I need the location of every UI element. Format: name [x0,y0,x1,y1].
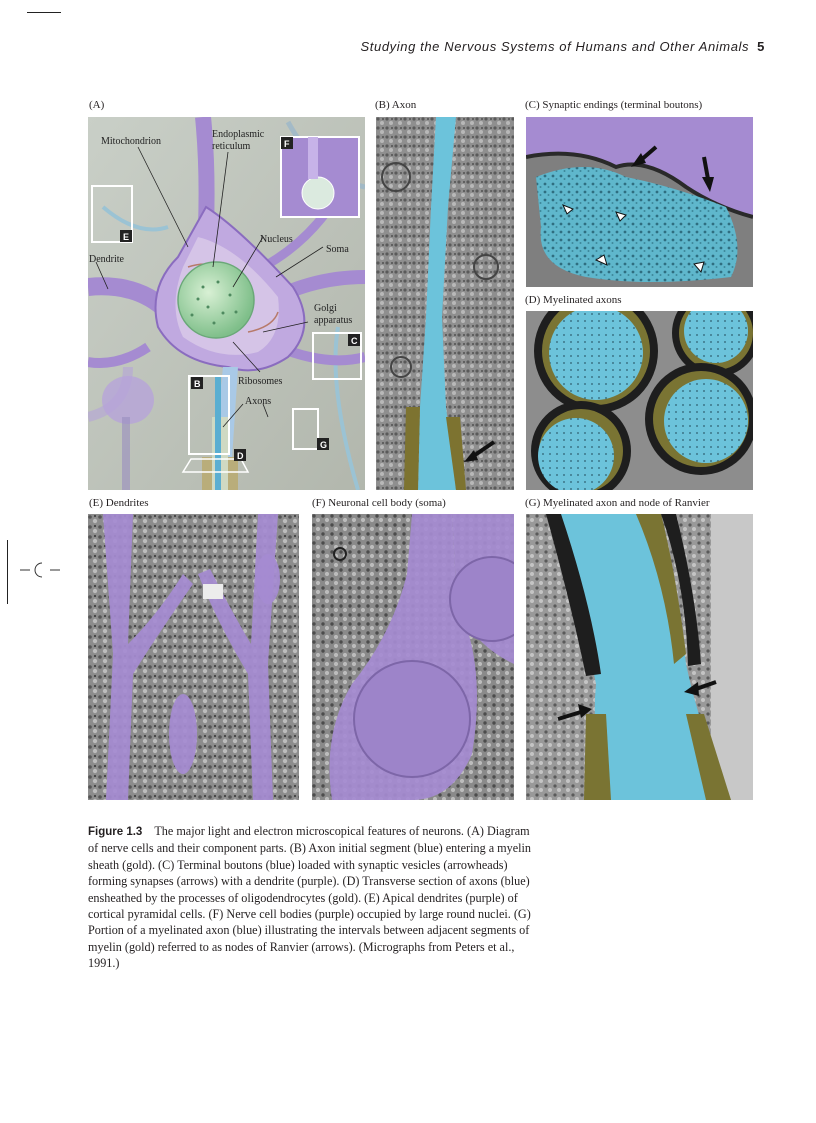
panel-c-synaptic-micrograph [526,117,753,287]
panel-f-soma-micrograph [312,514,514,800]
box-letter-e: E [123,232,130,242]
box-letter-f: F [284,139,290,149]
figure-label: Figure 1.3 [88,826,143,838]
crop-mark-top [27,12,61,13]
panel-b-label: (B) Axon [375,99,417,111]
panel-d-label: (D) Myelinated axons [525,294,622,306]
panel-e-dendrites-micrograph [88,514,299,800]
box-letter-b: B [194,379,201,389]
panel-c-label: (C) Synaptic endings (terminal boutons) [525,99,703,111]
callout-ribosomes: Ribosomes [238,376,283,387]
caption-text: The major light and electron microscopical features of neurons. (A) Diagram of nerve cells and their component parts. (B) Axon initial segment (blue) entering a myelin sheath (gold). (C) Terminal boutons (blue) loaded with synaptic vesicles (arrowheads) forming synapses (arrows) with a dendrite (purple). (D) Transverse section of axons (blue) ensheathed by the processes of oligodendrocytes (gold). (E) Apical dendrites (purple) of cortical pyramidal cells. (F) Nerve cell bodies (purple) occupied by large round nuclei. (G) Portion of a myelinated axon (blue) illustrating the intervals between adjacent segments of myelin (gold) referred to as nodes of Ranvier (arrows). (Micrographs from Peters et al., 1991.) [88,824,532,971]
registration-mark [20,560,60,580]
box-letter-c: C [351,336,358,346]
callout-er-line2: reticulum [212,141,251,152]
panel-g-node-micrograph [526,514,753,800]
box-letter-g: G [320,440,328,450]
figure-caption [88,823,533,972]
box-letter-d: D [237,451,244,461]
panel-f-label: (F) Neuronal cell body (soma) [312,497,446,509]
callout-golgi-line1: Golgi [314,303,337,314]
page-number: 5 [757,39,765,54]
callout-soma: Soma [326,244,349,255]
panel-g-label: (G) Myelinated axon and node of Ranvier [525,497,710,509]
panel-a-neuron-diagram [88,117,365,490]
panel-b-axon-micrograph [376,117,514,490]
panel-d-myelinated-micrograph [526,311,753,490]
panel-a-label: (A) [89,99,105,111]
callout-axons: Axons [245,396,272,407]
panel-e-label: (E) Dendrites [89,497,149,509]
callout-er-line1: Endoplasmic [212,129,265,140]
callout-mitochondrion: Mitochondrion [101,136,161,147]
running-head-title: Studying the Nervous Systems of Humans and Other Animals [360,39,750,54]
crop-mark-left [7,540,8,604]
callout-golgi-line2: apparatus [314,315,353,326]
running-head [300,39,765,54]
callout-dendrite: Dendrite [89,254,124,265]
callout-nucleus: Nucleus [260,234,293,245]
